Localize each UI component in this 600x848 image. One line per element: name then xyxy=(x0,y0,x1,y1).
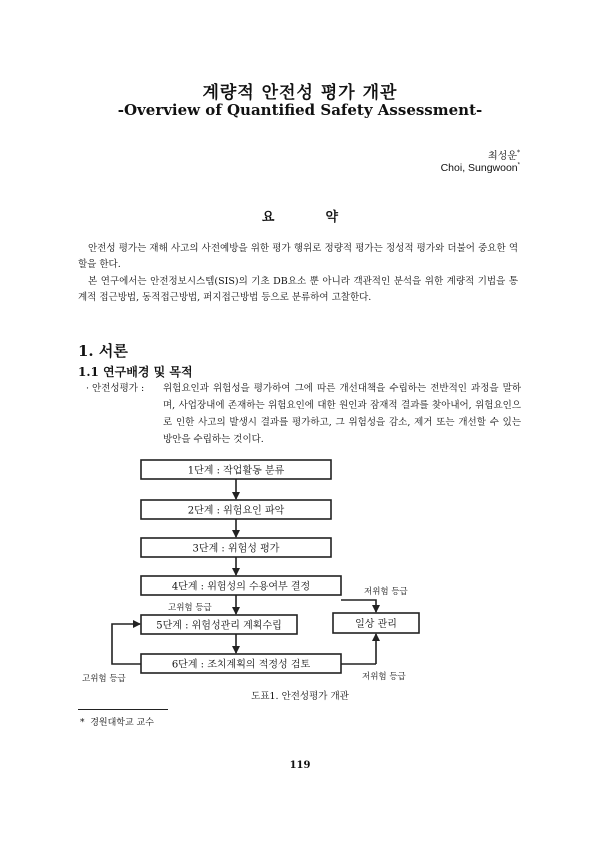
label-low-risk-upper: 저위험 등급 xyxy=(364,587,408,597)
definition-term: · 안전성평가 : xyxy=(86,383,145,394)
flow-step-3-text: 3단계 : 위험성 평가 xyxy=(192,543,280,555)
subsection-heading-background: 1.1 연구배경 및 목적 xyxy=(78,365,193,379)
flow-step-4-text: 4단계 : 위험성의 수용여부 결정 xyxy=(171,581,311,593)
definition-body: 위험요인과 위험성을 평가하여 그에 따른 개선대책을 수립하는 전반적인 과정을 말하며, 사업장내에 존재하는 위험요인에 대한 원인과 잠재적 결과를 찾아내어, 위험요인으로 인한 사고의 발생시 결과를 평가하고, 그 위험성을 감소, 제거 또는 개선할 수 있는 방안을 수립하는 것이다. xyxy=(163,383,521,445)
footnote-affiliation: * 경원대학교 교수 xyxy=(80,718,154,728)
abstract-paragraph-2: 본 연구에서는 안전정보시스템(SIS)의 기초 DB요소 뿐 아니라 객관적인 분석을 위한 계량적 기법을 통계적 접근방법, 동적접근방법, 퍼지접근방법 등으로 분류하여 고찰한다. xyxy=(78,276,518,303)
abstract-heading: 요 약 xyxy=(261,210,353,225)
author-mark-en: * xyxy=(517,162,520,169)
author-english-name: Choi, Sungwoon xyxy=(440,162,518,174)
flow-arrow-4-to-routine xyxy=(341,600,376,612)
paper-title-english: -Overview of Quantified Safety Assessment- xyxy=(117,101,483,119)
figure-caption: 도표1. 안전성평가 개관 xyxy=(251,691,349,702)
page-number: 119 xyxy=(289,760,311,771)
abstract-paragraph-1: 안전성 평가는 재해 사고의 사전예방을 위한 평가 행위로 정량적 평가는 정성적 평가와 더불어 중요한 역할을 한다. xyxy=(78,243,518,270)
flow-step-2-text: 2단계 : 위험요인 파악 xyxy=(187,505,285,517)
label-high-risk-upper: 고위험 등급 xyxy=(168,603,212,613)
footnote-divider xyxy=(78,709,168,710)
section-heading-introduction: 1. 서론 xyxy=(78,342,128,360)
flow-step-1-text: 1단계 : 작업활동 분류 xyxy=(187,465,285,477)
flow-step-6-text: 6단계 : 조치계획의 적정성 검토 xyxy=(171,659,311,671)
flow-arrow-6-feedback-to-5 xyxy=(112,624,141,664)
flow-routine-management-text: 일상 관리 xyxy=(355,619,397,630)
paper-title-korean: 계량적 안전성 평가 개관 xyxy=(202,83,398,103)
author-korean-name: 최성운 xyxy=(488,151,517,162)
label-low-risk-lower: 저위험 등급 xyxy=(362,672,406,682)
label-high-risk-lower: 고위험 등급 xyxy=(82,674,126,684)
flow-step-5-text: 5단계 : 위험성관리 계획수립 xyxy=(156,620,282,632)
author-mark: * xyxy=(517,149,520,157)
